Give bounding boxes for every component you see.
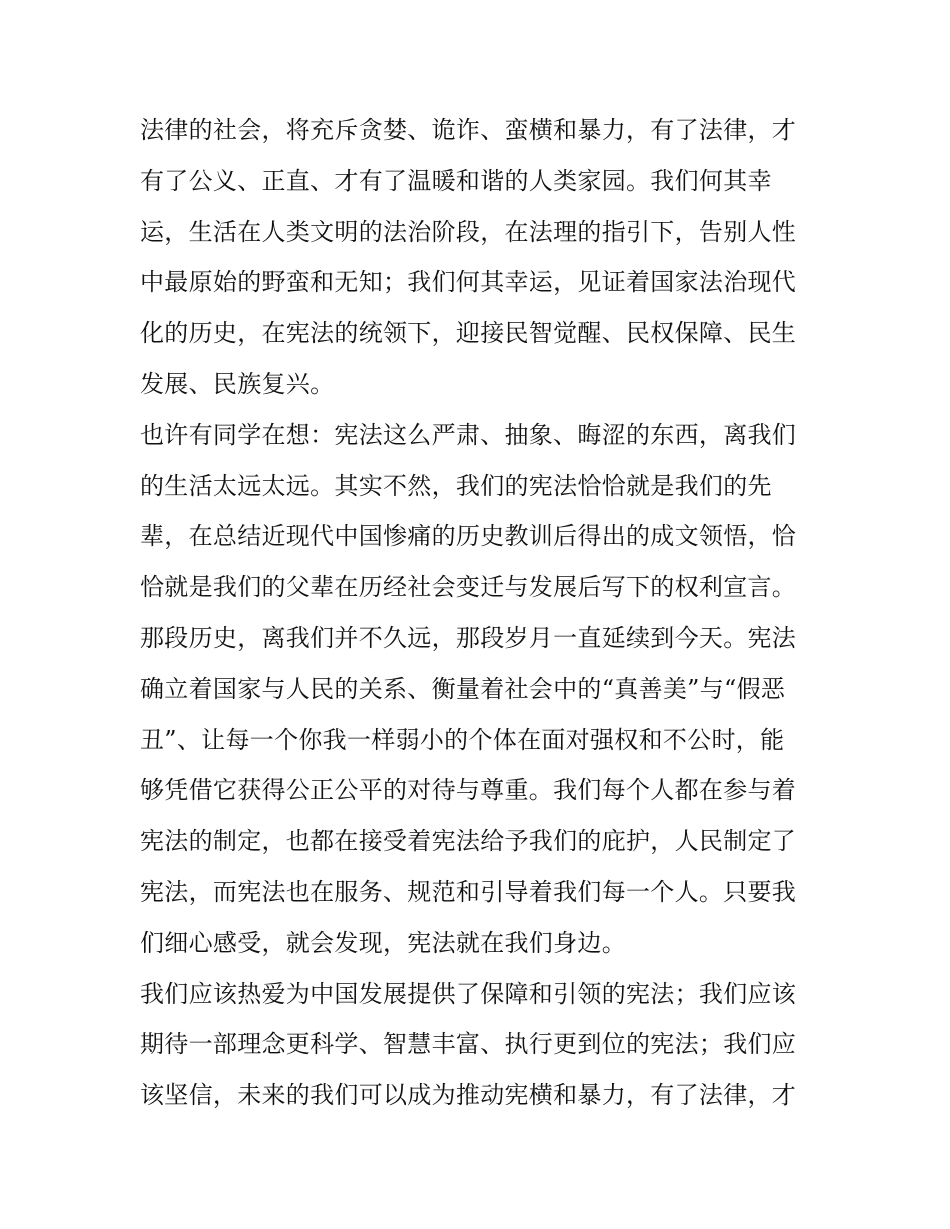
text-line: 期待一部理念更科学、智慧丰富、执行更到位的宪法；我们应 <box>140 1030 797 1059</box>
text-line: 恰就是我们的父辈在历经社会变迁与发展后写下的权利宣言。 <box>140 573 797 602</box>
text-line: 我们应该热爱为中国发展提供了保障和引领的宪法；我们应该 <box>140 979 797 1008</box>
text-line: 中最原始的野蛮和无知；我们何其幸运，见证着国家法治现代 <box>140 268 797 297</box>
text-line: 运，生活在人类文明的法治阶段，在法理的指引下，告别人性 <box>140 217 797 246</box>
text-line: 法律的社会，将充斥贪婪、诡诈、蛮横和暴力，有了法律，才 <box>140 116 797 144</box>
text-line: 有了公义、正直、才有了温暖和谐的人类家园。我们何其幸 <box>140 166 772 195</box>
text-line: 也许有同学在想：宪法这么严肃、抽象、晦涩的东西，离我们 <box>140 420 797 449</box>
text-line: 够凭借它获得公正公平的对待与尊重。我们每个人都在参与着 <box>140 776 797 805</box>
text-line: 化的历史，在宪法的统领下，迎接民智觉醒、民权保障、民生 <box>140 319 797 348</box>
text-line: 该坚信，未来的我们可以成为推动宪横和暴力，有了法律，才 <box>140 1081 797 1110</box>
text-line: 宪法的制定，也都在接受着宪法给予我们的庇护，人民制定了 <box>140 827 797 856</box>
document-body <box>140 105 820 1121</box>
text-line: 发展、民族复兴。 <box>140 369 335 398</box>
text-line: 那段历史，离我们并不久远，那段岁月一直延续到今天。宪法 <box>140 623 797 652</box>
text-line: 的生活太远太远。其实不然，我们的宪法恰恰就是我们的先 <box>140 471 772 500</box>
text-line: 辈，在总结近现代中国惨痛的历史教训后得出的成文领悟，恰 <box>140 522 797 551</box>
text-line: 们细心感受，就会发现，宪法就在我们身边。 <box>140 928 626 957</box>
text-line: 丑”、让每一个你我一样弱小的个体在面对强权和不公时，能 <box>140 725 785 754</box>
text-line: 宪法，而宪法也在服务、规范和引导着我们每一个人。只要我 <box>140 877 797 906</box>
text-line: 确立着国家与人民的关系、衡量着社会中的“真善美”与“假恶 <box>140 674 786 703</box>
